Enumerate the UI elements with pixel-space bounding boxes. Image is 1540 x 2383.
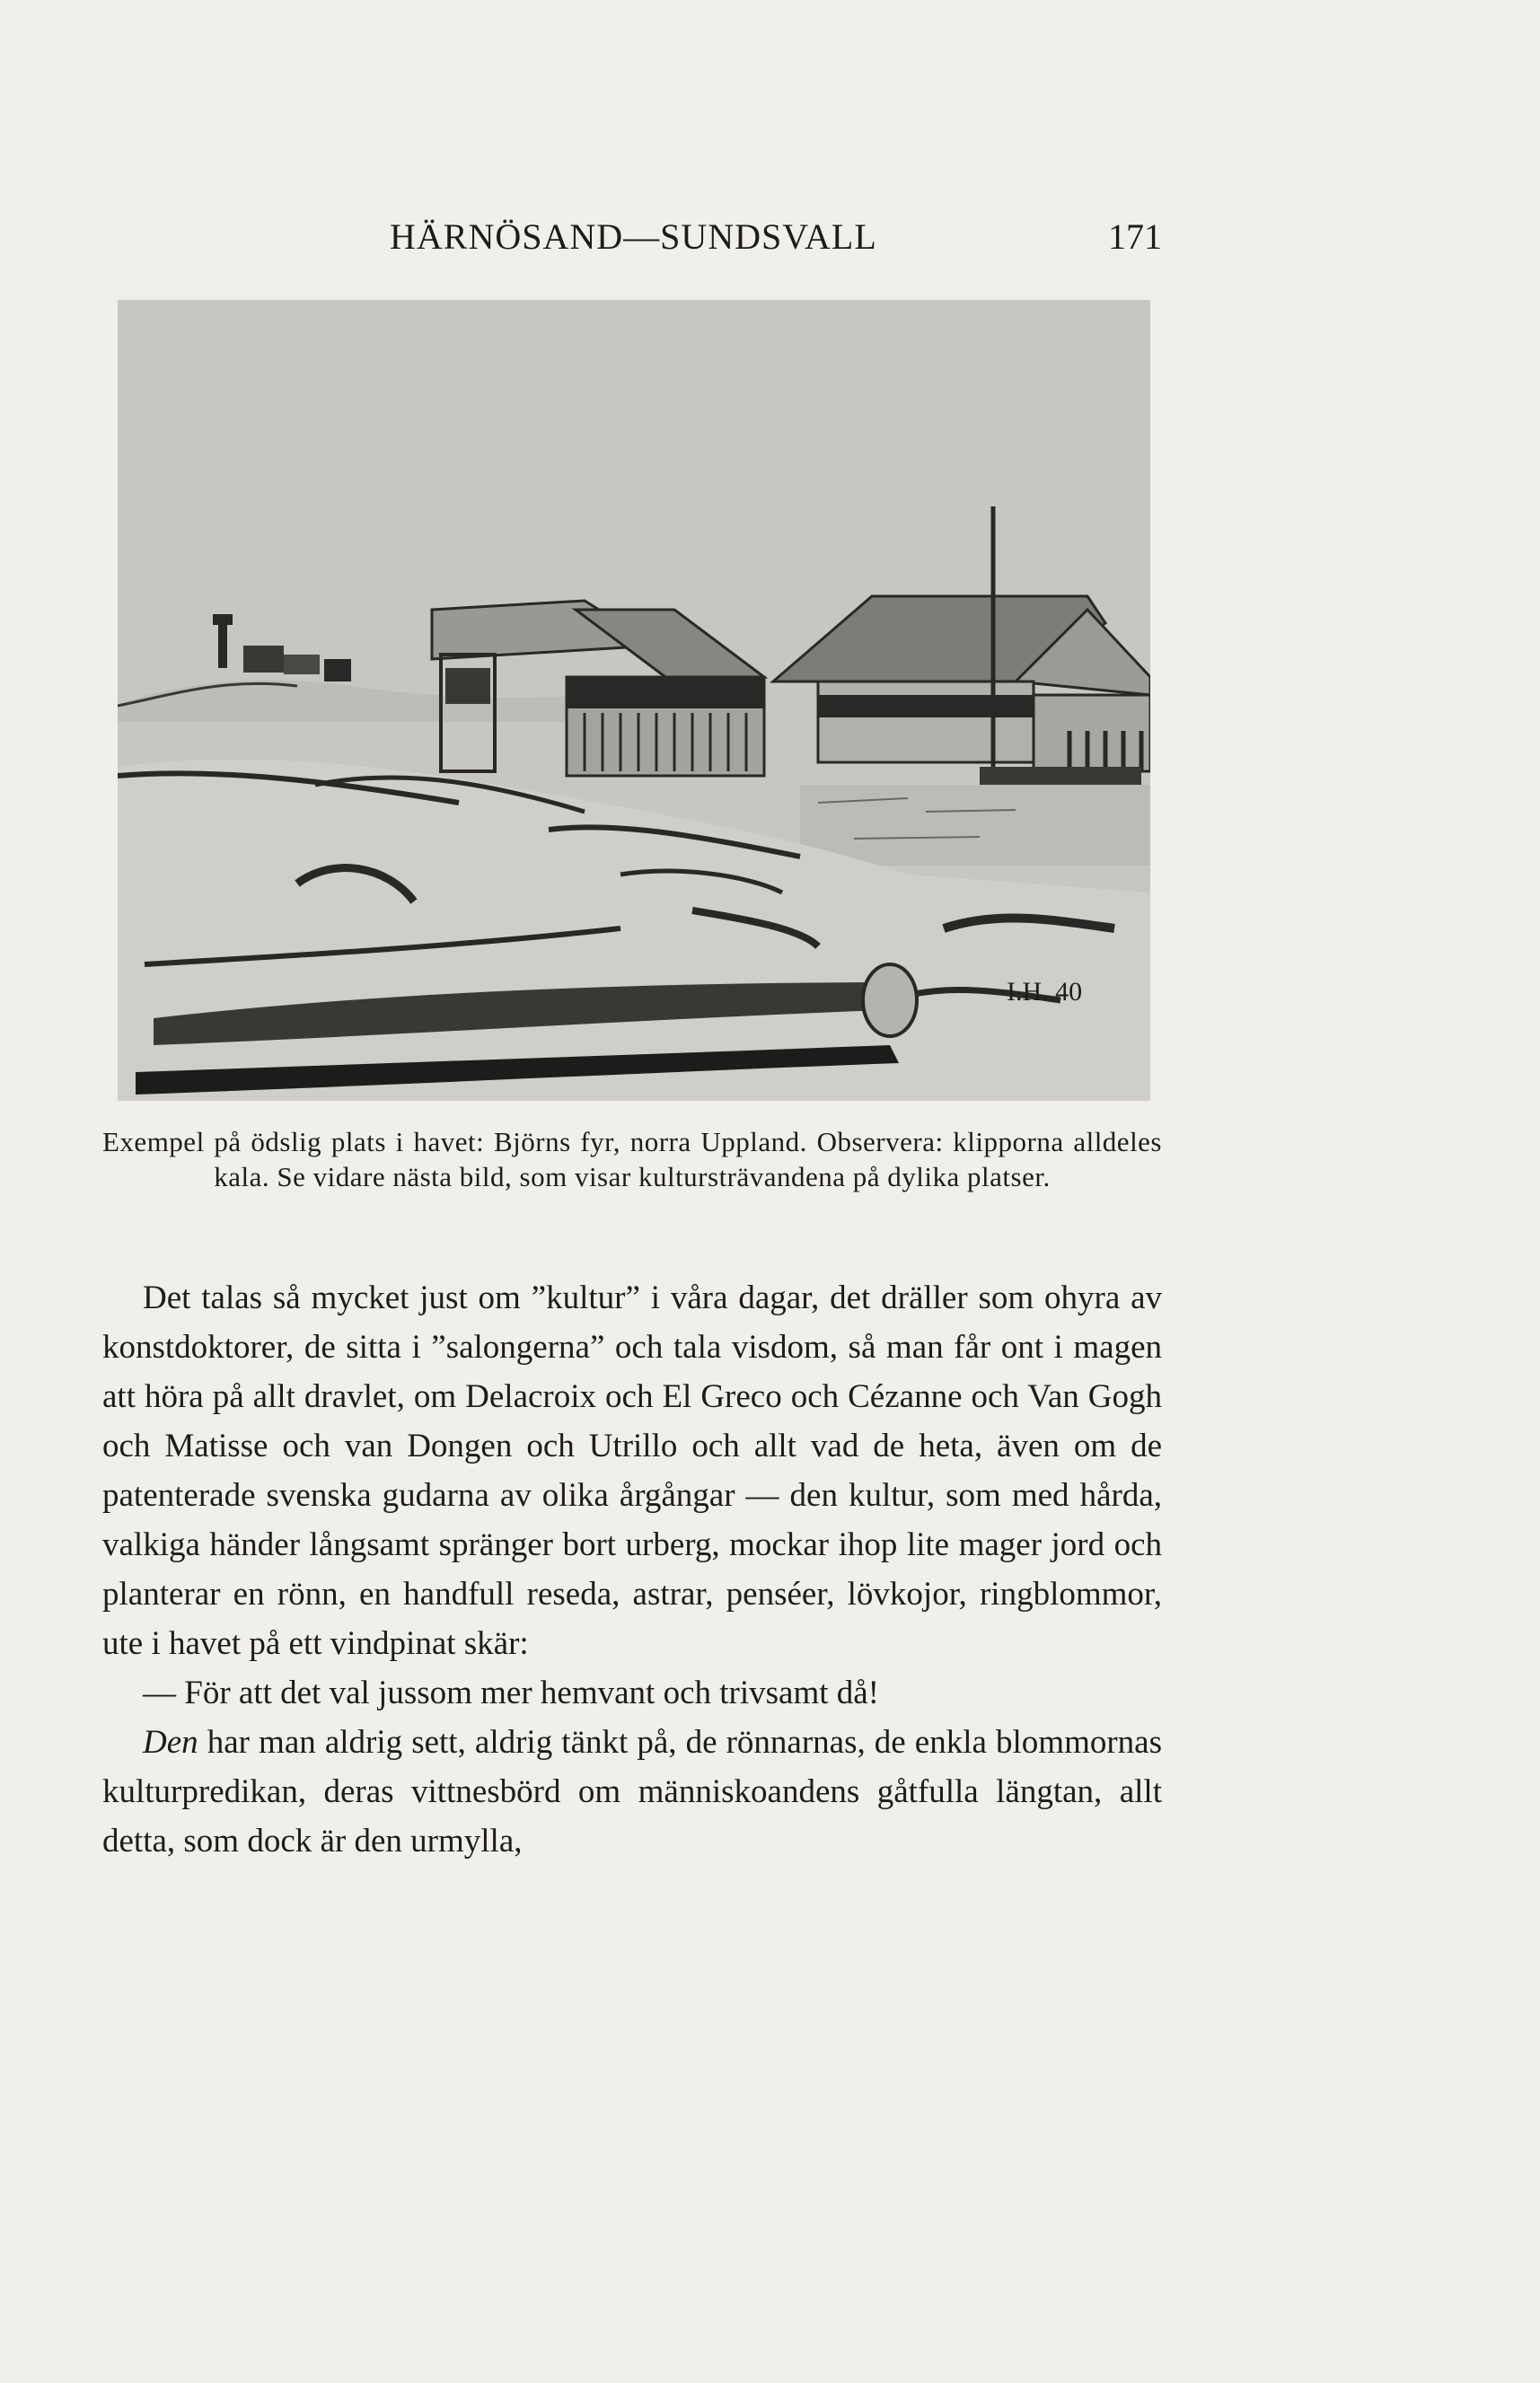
paragraph-3 <box>102 1718 1162 1866</box>
body-text <box>102 1273 1162 1866</box>
figure-caption: Exempel på ödslig plats i havet: Björns fyr, norra Uppland. Observera: klipporna alldeles kala. Se vidare nästa bild, som visar kultursträvandena på dylika platser. <box>102 1126 1162 1192</box>
page-number: 171 <box>1108 216 1162 257</box>
artist-signature: I.H. 40 <box>1007 977 1083 1007</box>
paragraph-3-italic-word: Den <box>143 1724 198 1761</box>
paragraph-3-text: har man aldrig sett, aldrig tänkt på, de rönnarnas, de enkla blommornas kulturpredikan, deras vittnesbörd om människoandens gåtfulla längtan, allt detta, som dock är den urmylla, <box>102 1724 1162 1860</box>
running-head <box>102 215 1162 269</box>
ink-sketch <box>118 300 1150 1101</box>
running-title: HÄRNÖSAND—SUNDSVALL <box>390 216 877 257</box>
paragraph-2: — För att det val jussom mer hemvant och trivsamt då! <box>143 1675 879 1711</box>
illustration-drawing <box>118 300 1150 1101</box>
paragraph-1: Det talas så mycket just om ”kultur” i våra dagar, det dräller som ohyra av konstdoktorer, de sitta i ”salongerna” och tala visdom, så man får ont i magen att höra på allt dravlet, om Delacroix och El Greco och Cézanne och Van Gogh och Matisse och van Dongen och Utrillo och allt vad de heta, även om de patenterade svenska gudarna av olika årgångar — den kultur, som med hårda, valkiga händer långsamt spränger bort urberg, mockar ihop lite mager jord och planterar en rönn, en handfull reseda, astrar, penséer, lövkojor, ringblommor, ute i havet på ett vindpinat skär: <box>102 1279 1162 1662</box>
